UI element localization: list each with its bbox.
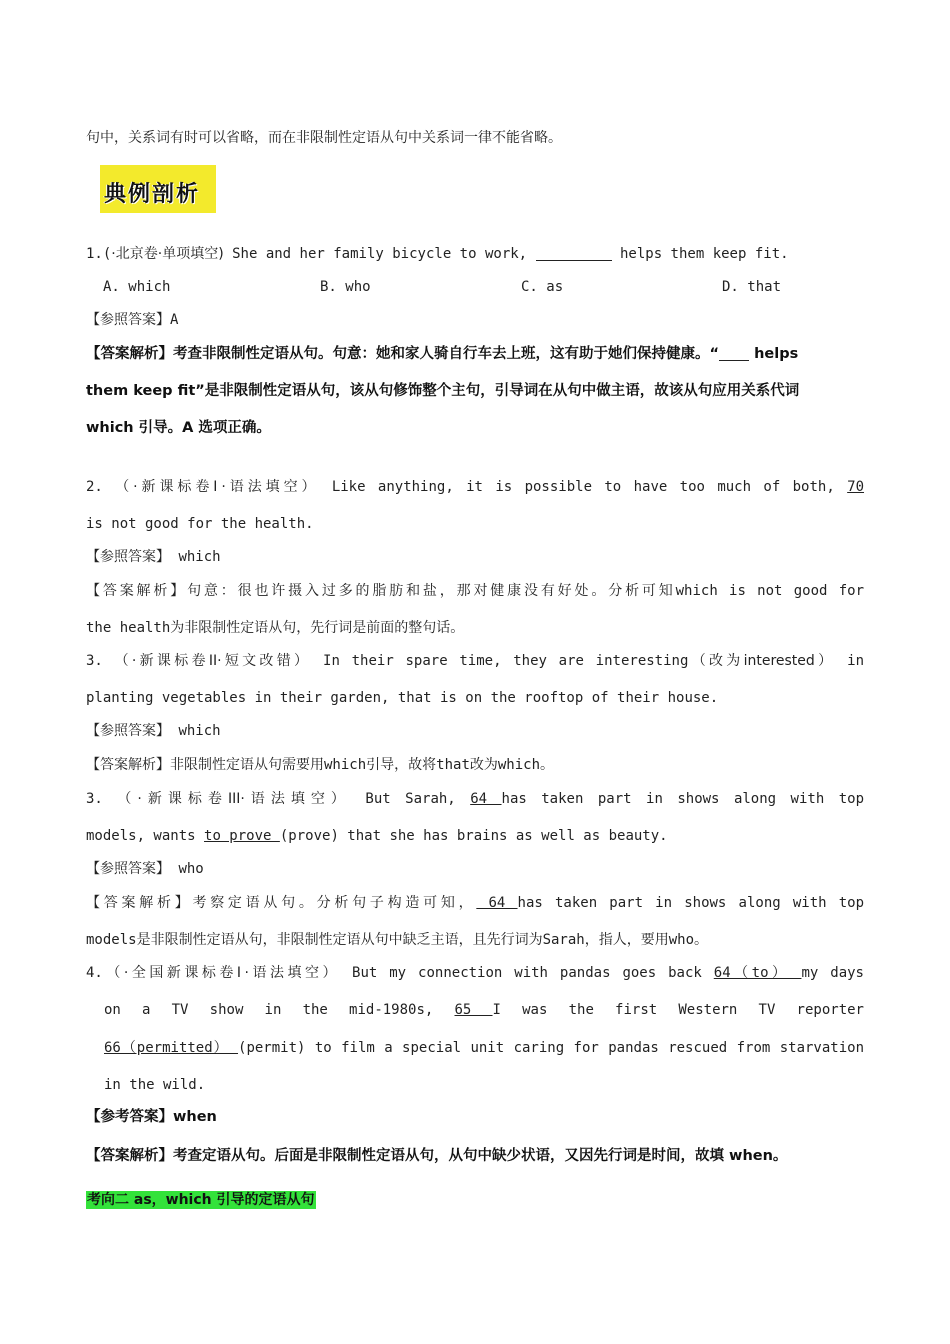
- q1-analysis-line-2: them keep fit”是非限制性定语从句，该从句修饰整个主句，引导词在从句中做主语，故该从句应用关系代词: [86, 383, 800, 399]
- q3-stem-line-1: 3. （·新课标卷II·短文改错） In their spare time, they are interesting（改为interested） in: [86, 653, 864, 669]
- q1-analysis-line-3: which 引导。A 选项正确。: [86, 420, 271, 436]
- q2-stem-line-1: 2. （·新课标卷Ⅰ·语法填空） Like anything, it is possible to have too much of both, 70: [86, 479, 865, 495]
- q1-blank: [536, 245, 612, 261]
- q1-analysis-line-1: 【答案解析】考查非限制性定语从句。句意：她和家人骑自行车去上班，这有助于她们保持健康。“ helps: [86, 346, 799, 362]
- q5-stem-line-1: 4.（·全国新课标卷Ⅰ·语法填空） But my connection with pandas goes back 64（to） my days: [86, 965, 864, 981]
- q2-stem-line-2: is not good for the health.: [86, 516, 314, 532]
- q5-analysis: 【答案解析】考查定语从句。后面是非限制性定语从句，从句中缺少状语，又因先行词是时间，故填 when。: [86, 1148, 788, 1164]
- q2-analysis-line-2: the health为非限制性定语从句，先行词是前面的整句话。: [86, 620, 465, 636]
- q1-option-d: D. that: [722, 279, 782, 295]
- q4-analysis-line-2: models是非限制性定语从句，非限制性定语从句中缺乏主语，且先行词为Sarah，指人，要用who。: [86, 932, 709, 948]
- q5-stem-line-4: in the wild.: [104, 1077, 206, 1093]
- q4-answer: 【参照答案】 who: [86, 861, 204, 877]
- q5-answer: 【参考答案】when: [86, 1109, 217, 1125]
- q1-stem: 1.(·北京卷·单项填空) She and her family bicycle to work, helps them keep fit.: [86, 246, 789, 262]
- q3-answer: 【参照答案】 which: [86, 723, 221, 739]
- q2-answer: 【参照答案】 which: [86, 549, 221, 565]
- q1-option-a: A. which: [103, 279, 171, 295]
- q3-analysis: 【答案解析】非限制性定语从句需要用which引导，故将that改为which。: [86, 757, 555, 773]
- q4-stem-line-2: models, wants to prove (prove) that she has brains as well as beauty.: [86, 828, 668, 844]
- q4-stem-line-1: 3. （·新课标卷III·语法填空） But Sarah, 64 has taken part in shows along with top: [86, 791, 864, 807]
- q2-analysis-line-1: 【答案解析】句意：很也许摄入过多的脂肪和盐，那对健康没有好处。分析可知which is not good for: [86, 583, 864, 599]
- section-banner: [100, 165, 216, 213]
- q1-option-b: B. who: [320, 279, 371, 295]
- q5-stem-line-3: 66（permitted） (permit) to film a special unit caring for pandas rescued from starvation: [104, 1040, 864, 1056]
- q4-analysis-line-1: 【答案解析】考察定语从句。分析句子构造可知， 64 has taken part in shows along with top: [86, 895, 865, 911]
- q3-stem-line-2: planting vegetables in their garden, that is on the rooftop of their house.: [86, 690, 719, 706]
- section-heading-highlight: 考向二 as，which 引导的定语从句: [87, 1192, 315, 1208]
- q1-answer: 【参照答案】A: [86, 312, 179, 328]
- intro-text: 句中，关系词有时可以省略，而在非限制性定语从句中关系词一律不能省略。: [86, 130, 562, 146]
- section-heading: [86, 1190, 864, 1210]
- q5-stem-line-2: on a TV show in the mid-1980s, 65 I was the first Western TV reporter: [104, 1002, 864, 1018]
- q1-option-c: C. as: [521, 279, 564, 295]
- section-banner-label: 典例剖析: [104, 182, 201, 207]
